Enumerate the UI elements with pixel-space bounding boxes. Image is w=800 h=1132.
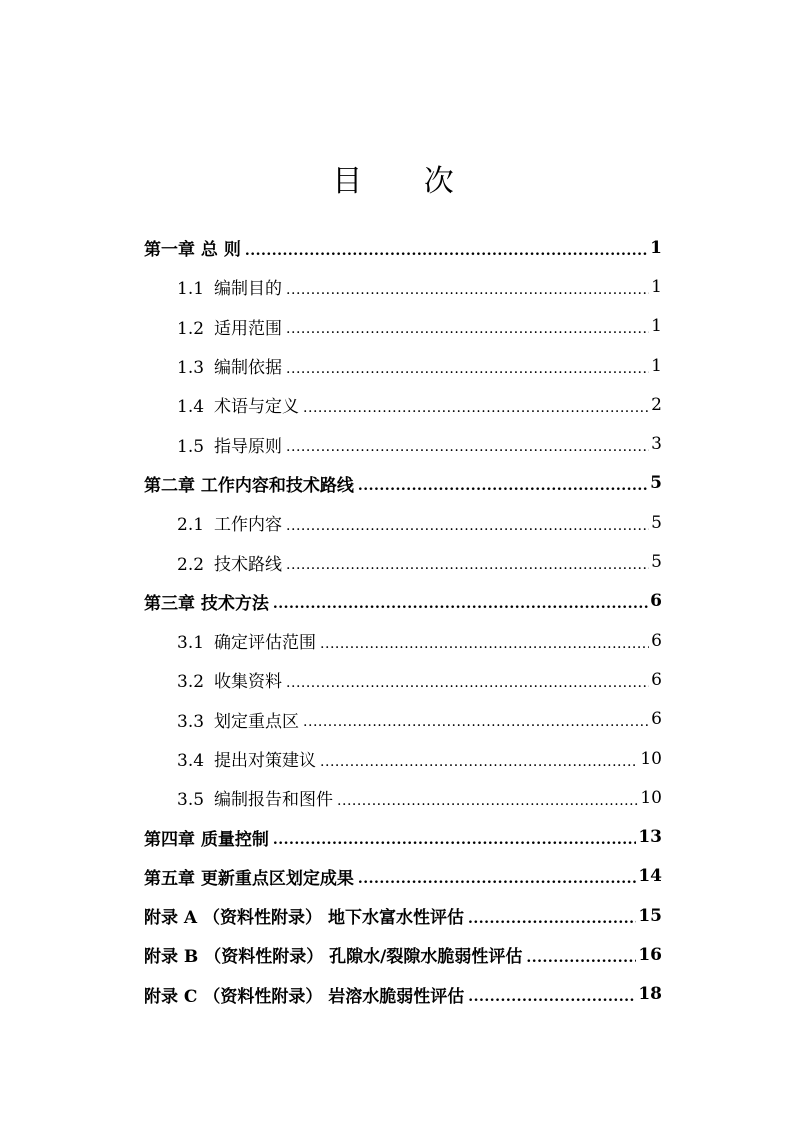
toc-dot-leader (320, 751, 638, 771)
toc-entry-label: 第一章 总 则 (144, 240, 241, 261)
toc-entry-label: 附录 B （资料性附录） 孔隙水/裂隙水脆弱性评估 (144, 947, 523, 968)
toc-dot-leader (245, 240, 648, 260)
toc-appendix-b[interactable] (144, 935, 662, 974)
toc-page-number: 6 (650, 591, 662, 612)
toc-page-number: 10 (640, 748, 662, 769)
toc-section-title: 编制目的 (214, 279, 283, 300)
toc-section-number: 3.2 (177, 672, 205, 693)
toc-section-title: 收集资料 (214, 672, 283, 693)
toc-page-number: 15 (638, 905, 662, 926)
toc-section-title: 工作内容 (214, 515, 283, 536)
toc-page-number: 14 (638, 866, 662, 887)
toc-section-3-5[interactable] (144, 778, 662, 817)
toc-page-number: 6 (651, 709, 662, 730)
toc-section-title: 编制报告和图件 (214, 790, 334, 811)
toc-entry-label (177, 432, 286, 457)
toc-entry-label (177, 510, 286, 535)
toc-chapter-5[interactable] (144, 857, 662, 896)
toc-dot-leader (286, 358, 649, 378)
toc-entry-label (177, 628, 320, 653)
toc-appendix-a[interactable] (144, 896, 662, 935)
toc-dot-leader (286, 515, 649, 535)
toc-page-number: 1 (650, 237, 662, 258)
toc-dot-leader (273, 593, 648, 613)
toc-entry-label (177, 785, 337, 810)
toc-chapter-1[interactable] (144, 228, 662, 267)
toc-dot-leader (286, 554, 649, 574)
toc-section-2-1[interactable] (144, 503, 662, 542)
toc-entry-label: 第三章 技术方法 (144, 593, 269, 614)
toc-dot-leader (320, 633, 649, 653)
toc-entry-label (177, 314, 286, 339)
toc-section-title: 确定评估范围 (214, 633, 317, 654)
page-title: 目 次 (332, 164, 480, 199)
toc-entry-label (177, 274, 286, 299)
toc-section-title: 术语与定义 (214, 397, 300, 418)
toc-section-title: 编制依据 (214, 358, 283, 379)
toc-entry-label (177, 746, 320, 771)
toc-page-number: 1 (651, 355, 662, 376)
toc-section-number: 1.5 (177, 436, 205, 457)
toc-page-number: 10 (640, 787, 662, 808)
table-of-contents (144, 228, 662, 1014)
toc-section-3-3[interactable] (144, 700, 662, 739)
toc-section-3-2[interactable] (144, 660, 662, 699)
toc-dot-leader (273, 829, 636, 849)
toc-page-number: 2 (651, 394, 662, 415)
toc-section-title: 划定重点区 (214, 711, 300, 732)
toc-section-number: 3.5 (177, 790, 205, 811)
toc-section-number: 3.3 (177, 711, 205, 732)
toc-section-1-5[interactable] (144, 424, 662, 463)
toc-entry-label (177, 707, 303, 732)
toc-entry-label (177, 392, 303, 417)
toc-section-title: 技术路线 (214, 554, 283, 575)
toc-dot-leader (286, 318, 649, 338)
toc-entry-label: 附录 C （资料性附录） 岩溶水脆弱性评估 (144, 986, 465, 1007)
toc-page-number: 1 (651, 316, 662, 337)
toc-section-number: 2.2 (177, 554, 205, 575)
toc-chapter-2[interactable] (144, 464, 662, 503)
toc-page-number: 18 (638, 984, 662, 1005)
toc-page-number: 16 (638, 944, 662, 965)
toc-section-3-4[interactable] (144, 739, 662, 778)
toc-section-title: 适用范围 (214, 318, 283, 339)
toc-section-number: 3.4 (177, 751, 205, 771)
toc-section-1-3[interactable] (144, 346, 662, 385)
toc-dot-leader (468, 908, 636, 928)
toc-section-title: 提出对策建议 (214, 751, 317, 771)
toc-section-number: 1.3 (177, 358, 205, 379)
toc-entry-label (177, 667, 286, 692)
toc-page-number: 1 (651, 276, 662, 297)
toc-section-number: 1.4 (177, 397, 205, 418)
toc-section-number: 3.1 (177, 633, 205, 654)
toc-section-1-2[interactable] (144, 307, 662, 346)
toc-entry-label (177, 353, 286, 378)
toc-chapter-3[interactable] (144, 582, 662, 621)
toc-page-number: 5 (650, 473, 662, 494)
toc-section-3-1[interactable] (144, 621, 662, 660)
toc-page-number: 6 (651, 630, 662, 651)
toc-page-number: 5 (651, 512, 662, 533)
toc-dot-leader (468, 986, 636, 1006)
toc-entry-label (177, 550, 286, 575)
toc-dot-leader (286, 436, 649, 456)
toc-section-1-4[interactable] (144, 385, 662, 424)
toc-page-number: 5 (651, 552, 662, 573)
toc-dot-leader (337, 790, 638, 810)
toc-section-2-2[interactable] (144, 542, 662, 581)
toc-dot-leader (303, 397, 649, 417)
toc-section-1-1[interactable] (144, 267, 662, 306)
toc-section-number: 2.1 (177, 515, 205, 536)
toc-page-number: 13 (638, 827, 662, 848)
toc-dot-leader (286, 279, 649, 299)
toc-entry-label: 附录 A （资料性附录） 地下水富水性评估 (144, 908, 464, 929)
toc-section-number: 1.2 (177, 318, 205, 339)
toc-dot-leader (303, 711, 649, 731)
toc-dot-leader (358, 475, 648, 495)
toc-dot-leader (526, 947, 636, 967)
toc-section-number: 1.1 (177, 279, 205, 300)
toc-entry-label: 第四章 质量控制 (144, 829, 269, 850)
toc-entry-label: 第五章 更新重点区划定成果 (144, 868, 354, 889)
toc-page-number: 3 (651, 434, 662, 455)
toc-section-title: 指导原则 (214, 436, 283, 457)
toc-chapter-4[interactable] (144, 817, 662, 856)
toc-entry-label: 第二章 工作内容和技术路线 (144, 475, 354, 496)
toc-appendix-c[interactable] (144, 975, 662, 1014)
toc-page-number: 6 (651, 669, 662, 690)
toc-dot-leader (358, 868, 636, 888)
toc-dot-leader (286, 672, 649, 692)
